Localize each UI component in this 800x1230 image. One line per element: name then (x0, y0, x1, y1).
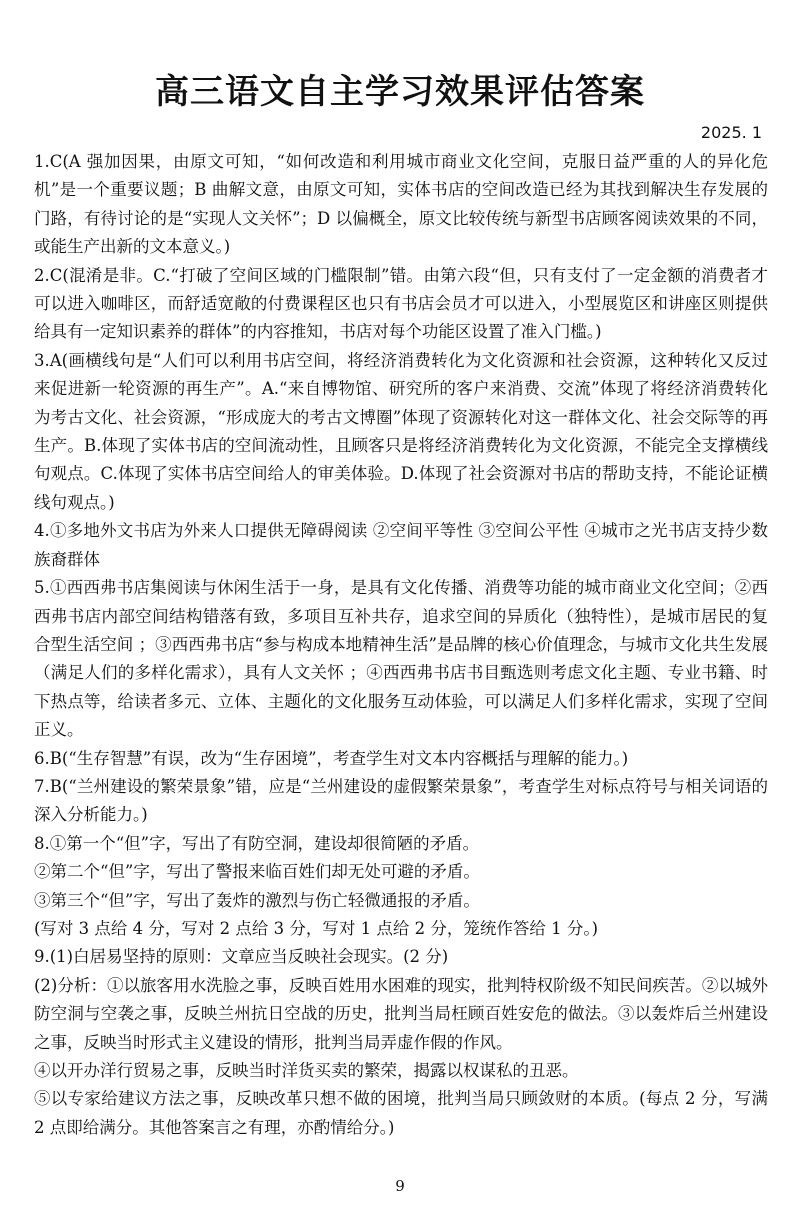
answer-content (34, 148, 768, 1142)
answer-paragraph-9-part-2: (2)分析：①以旅客用水洗脸之事，反映百姓用水困难的现实，批判特权阶级不知民间疾苦。②以城外防空洞与空袭之事，反映兰州抗日空战的历史，批判当局枉顾百姓安危的做法。③以轰炸后兰州建设之事，反映当时形式主义建设的情形，批判当局弄虚作假的作风。 (34, 975, 768, 1052)
answer-paragraph-4: 4.①多地外文书店为外来人口提供无障碍阅读 ②空间平等性 ③空间公平性 ④城市之光书店支持少数族裔群体 (34, 521, 768, 569)
answer-paragraph-9-point-5: ⑤以专家给建议方法之事，反映改革只想不做的困境，批判当局只顾敛财的本质。(每点 2 分，写满 2 点即给满分。其他答案言之有理，亦酌情给分。) (34, 1089, 768, 1137)
date-label: 2025. 1 (700, 123, 762, 142)
answer-paragraph-9-point-4: ④以开办洋行贸易之事，反映当时洋货买卖的繁荣，揭露以权谋私的丑恶。 (34, 1061, 579, 1080)
answer-paragraph-8-point-3: ③第三个“但”字，写出了轰炸的激烈与伤亡轻微通报的矛盾。 (34, 890, 480, 910)
page-number: 9 (395, 1177, 405, 1195)
answer-paragraph-8-point-1: 8.①第一个“但”字，写出了有防空洞，建设却很简陋的矛盾。 (34, 833, 480, 853)
answer-paragraph-2: 2.C(混淆是非。C.“打破了空间区域的门槛限制”错。由第六段“但，只有支付了一定金额的消费者才可以进入咖啡区，而舒适宽敞的付费课程区也只有书店会员才可以进入，小型展览区和讲座区则提供给具有一定知识素养的群体”的内容推知，书店对每个功能区设置了准入门槛。) (34, 265, 768, 342)
answer-paragraph-6: 6.B(“生存智慧”有误，改为“生存困境”，考查学生对文本内容概括与理解的能力。) (34, 748, 629, 768)
answer-paragraph-5: 5.①西西弗书店集阅读与休闲生活于一身，是具有文化传播、消费等功能的城市商业文化空间；②西西弗书店内部空间结构错落有致，多项目互补共存，追求空间的异质化（独特性），是城市居民的复合型生活空间 ；③西西弗书店“参与构成本地精神生活”是品牌的核心价值理念，与城市文化共生发展（满足人们的多样化需求），具有人文关怀 ；④西西弗书店书目甄选则考虑文化主题、专业书籍、时下热点等，给读者多元、立体、主题化的文化服务互动体验，可以满足人们多样化需求，实现了空间正义。 (34, 578, 768, 740)
answer-paragraph-1: 1.C(A 强加因果，由原文可知，“如何改造和利用城市商业文化空间，克服日益严重的人的异化危机”是一个重要议题；B 曲解文意，由原文可知，实体书店的空间改造已经为其找到解决生存发展的门路，有待讨论的是“实现人文关怀”；D 以偏概全，原文比较传统与新型书店顾客阅读效果的不同，或能生产出新的文本意义。) (34, 152, 768, 257)
page-title: 高三语文自主学习效果评估答案 (155, 72, 645, 112)
answer-paragraph-7: 7.B(“兰州建设的繁荣景象”错，应是“兰州建设的虚假繁荣景象”，考查学生对标点符号与相关词语的深入分析能力。) (34, 776, 768, 825)
answer-paragraph-3: 3.A(画横线句是“人们可以利用书店空间，将经济消费转化为文化资源和社会资源，这种转化又反过来促进新一轮资源的再生产”。A.“来自博物馆、研究所的客户来消费、交流”体现了将经济消费转化为考古文化、社会资源，“形成庞大的考古文博圈”体现了资源转化对这一群体文化、社会交际等的再生产。B.体现了实体书店的空间流动性，且顾客只是将经济消费转化为文化资源，不能完全支撑横线句观点。C.体现了实体书店空间给人的审美体验。D.体现了社会资源对书店的帮助支持，不能论证横线句观点。) (34, 350, 768, 512)
answer-paragraph-8-point-2: ②第二个“但”字，写出了警报来临百姓们却无处可避的矛盾。 (34, 862, 480, 882)
answer-paragraph-9-part-1: 9.(1)白居易坚持的原则：文章应当反映社会现实。(2 分) (34, 947, 449, 967)
answer-paragraph-8-scoring: (写对 3 点给 4 分，写对 2 点给 3 分，写对 1 点给 2 分，笼统作答给 1 分。) (34, 918, 599, 938)
